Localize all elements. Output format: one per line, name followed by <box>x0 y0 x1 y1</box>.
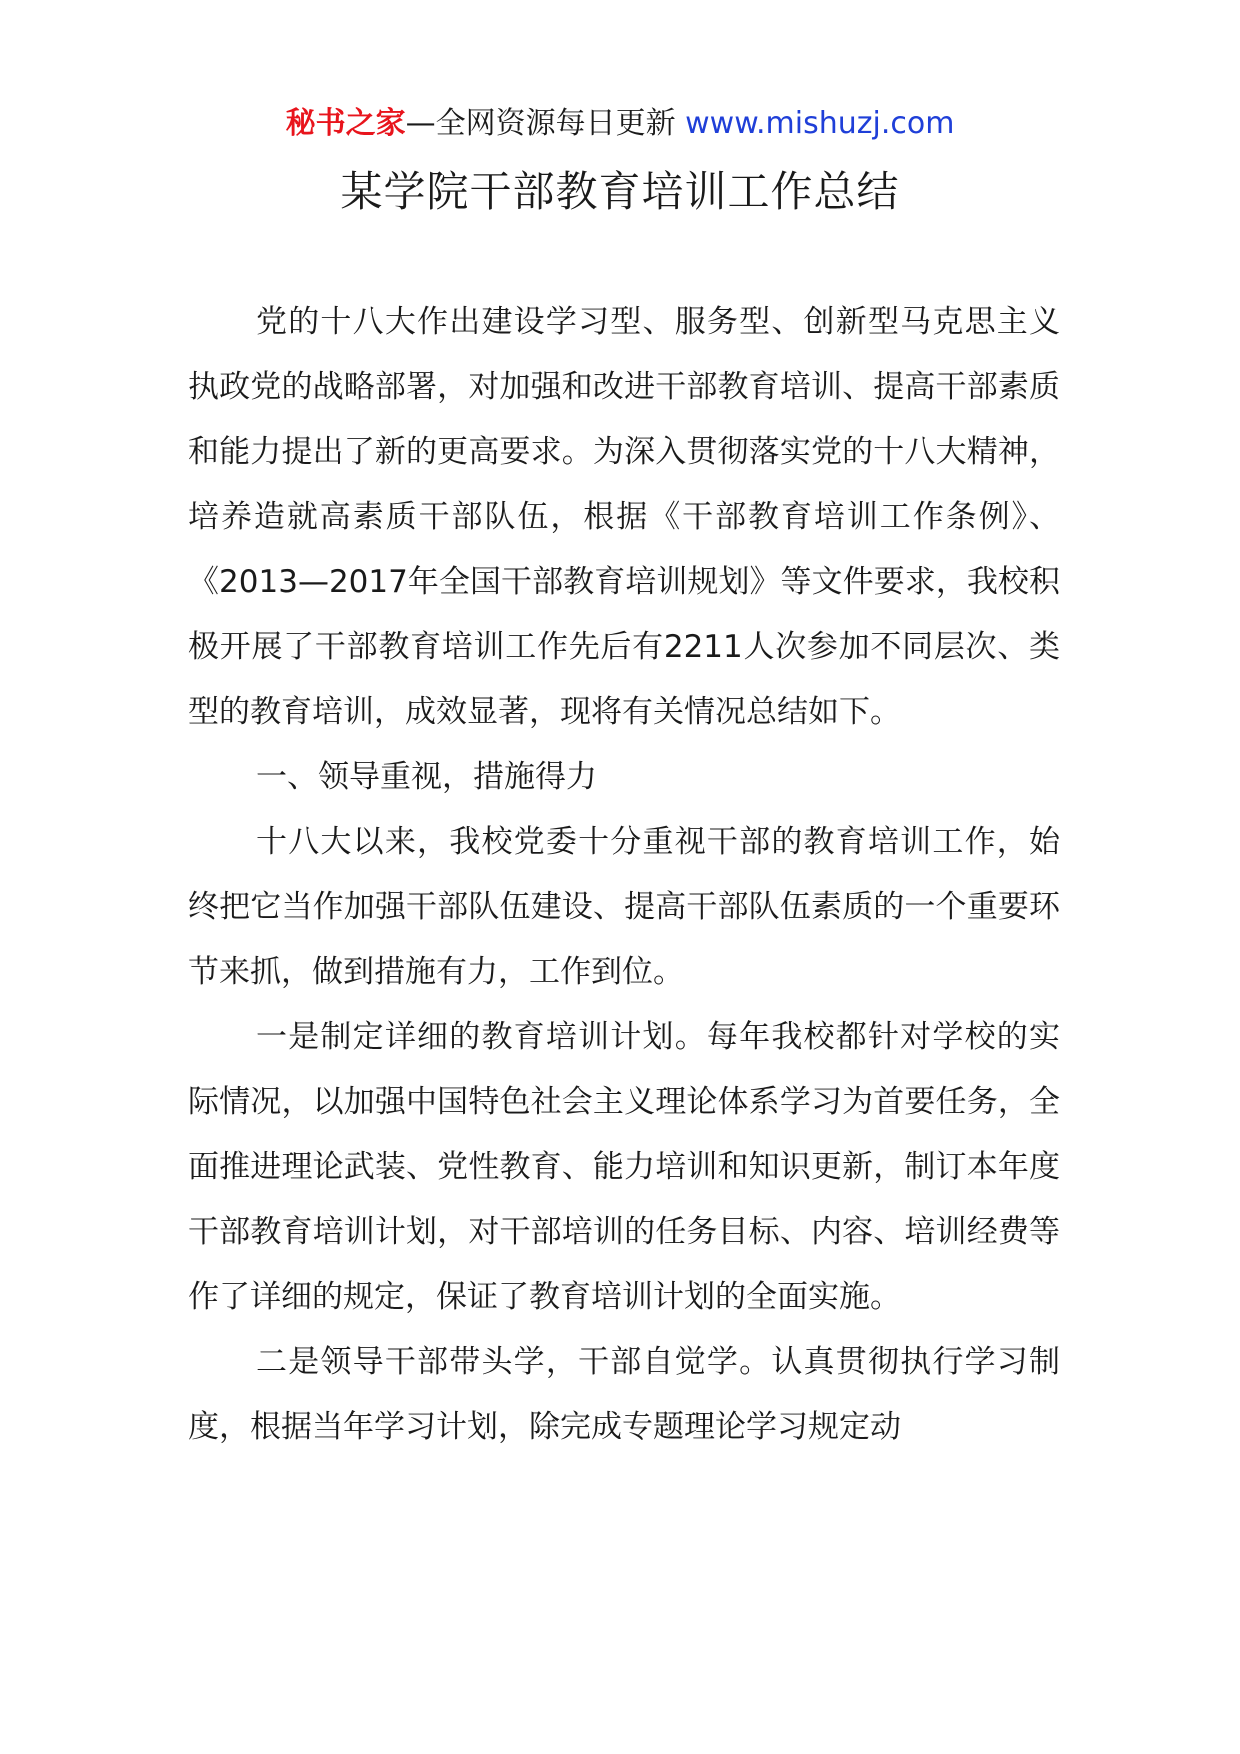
section-heading-1: 一、领导重视，措施得力 <box>256 759 597 795</box>
paragraph-point-1: 一是制定详细的教育培训计划。每年我校都针对学校的实际情况，以加强中国特色社会主义理论体系学习为首要任务，全面推进理论武装、党性教育、能力培训和知识更新，制订本年度干部教育培训计划，对干部培训的任务目标、内容、培训经费等作了详细的规定，保证了教育培训计划的全面实施。 <box>188 1019 1060 1315</box>
document-body <box>188 290 1060 1460</box>
paragraph-section-1-intro: 十八大以来，我校党委十分重视干部的教育培训工作，始终把它当作加强干部队伍建设、提高干部队伍素质的一个重要环节来抓，做到措施有力，工作到位。 <box>188 824 1060 990</box>
site-header <box>0 104 1240 144</box>
site-url-link[interactable]: www.mishuzj.com <box>685 106 955 141</box>
brand-name[interactable]: 秘书之家 <box>285 106 406 141</box>
header-tagline: —全网资源每日更新 <box>405 106 686 141</box>
document-title: 某学院干部教育培训工作总结 <box>340 167 900 216</box>
paragraph-point-2: 二是领导干部带头学，干部自觉学。认真贯彻执行学习制度，根据当年学习计划，除完成专题理论学习规定动 <box>188 1344 1060 1445</box>
paragraph-intro: 党的十八大作出建设学习型、服务型、创新型马克思主义执政党的战略部署，对加强和改进干部教育培训、提高干部素质和能力提出了新的更高要求。为深入贯彻落实党的十八大精神，培养造就高素质干部队伍，根据《干部教育培训工作条例》、《2013—2017年全国干部教育培训规划》等文件要求，我校积极开展了干部教育培训工作先后有2211人次参加不同层次、类型的教育培训，成效显著，现将有关情况总结如下。 <box>188 304 1060 730</box>
